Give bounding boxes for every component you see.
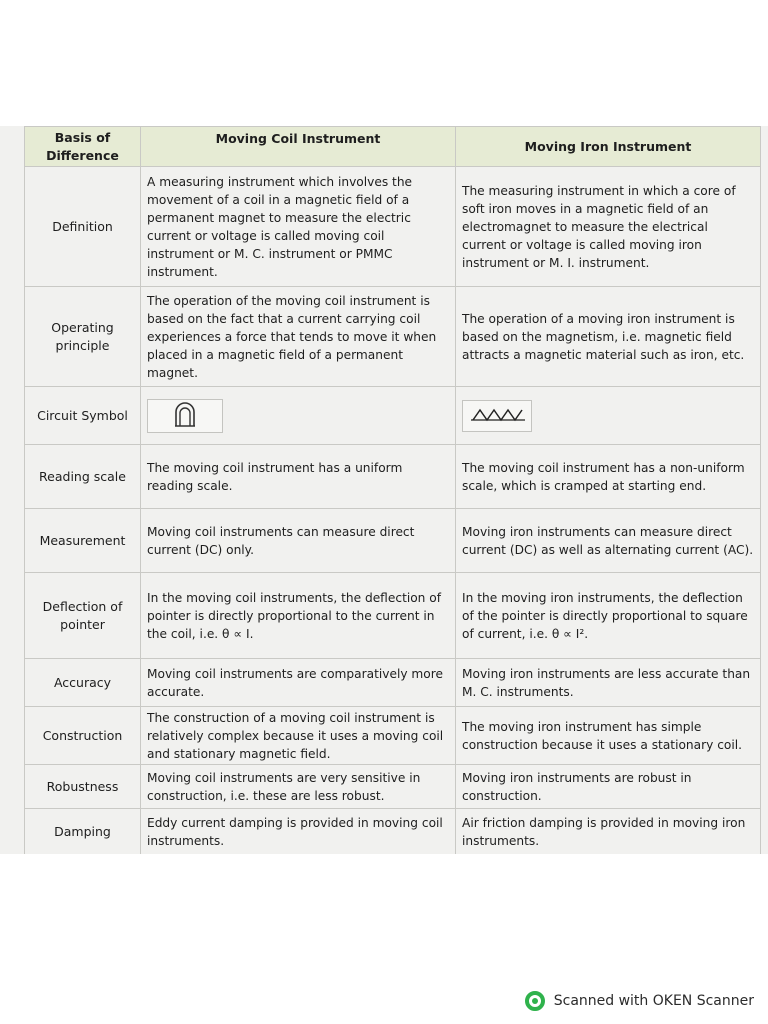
moving-coil-cell: In the moving coil instruments, the deflection of pointer is directly proportional to the current in the coil, i.e. θ ∝ I. bbox=[141, 573, 456, 659]
moving-coil-cell: Moving coil instruments can measure direct current (DC) only. bbox=[141, 509, 456, 573]
moving-coil-symbol-cell bbox=[141, 387, 456, 445]
header-moving-coil: Moving Coil Instrument bbox=[141, 127, 456, 167]
oken-logo-icon bbox=[524, 990, 546, 1012]
moving-iron-cell: The operation of a moving iron instrument is based on the magnetism, i.e. magnetic field attracts a magnetic material such as iron, etc. bbox=[456, 287, 761, 387]
moving-coil-cell: Moving coil instruments are very sensitive in construction, i.e. these are less robust. bbox=[141, 765, 456, 809]
moving-coil-cell: Moving coil instruments are comparatively more accurate. bbox=[141, 659, 456, 707]
row-label: Operating principle bbox=[25, 287, 141, 387]
table-row bbox=[25, 765, 761, 809]
moving-iron-cell: In the moving iron instruments, the deflection of the pointer is directly proportional to square of current, i.e. θ ∝ I². bbox=[456, 573, 761, 659]
header-moving-iron: Moving Iron Instrument bbox=[456, 127, 761, 167]
moving-iron-cell: Moving iron instruments can measure direct current (DC) as well as alternating current (AC). bbox=[456, 509, 761, 573]
table-header-row bbox=[25, 127, 761, 167]
scanner-text: Scanned with OKEN Scanner bbox=[553, 993, 754, 1009]
moving-coil-symbol-icon bbox=[147, 399, 223, 433]
moving-iron-cell: The moving iron instrument has simple construction because it uses a stationary coil. bbox=[456, 707, 761, 765]
row-label: Reading scale bbox=[25, 445, 141, 509]
table-row bbox=[25, 509, 761, 573]
row-label: Robustness bbox=[25, 765, 141, 809]
moving-iron-cell: Moving iron instruments are robust in construction. bbox=[456, 765, 761, 809]
moving-coil-cell: A measuring instrument which involves the movement of a coil in a magnetic field of a permanent magnet to measure the electric current or voltage is called moving coil instrument or M. C. instrument or PMMC instrument. bbox=[141, 167, 456, 287]
row-label: Measurement bbox=[25, 509, 141, 573]
table-row bbox=[25, 809, 761, 855]
moving-coil-cell: The construction of a moving coil instrument is relatively complex because it uses a moving coil and stationary magnetic field. bbox=[141, 707, 456, 765]
table-row bbox=[25, 387, 761, 445]
moving-iron-symbol-cell bbox=[456, 387, 761, 445]
moving-iron-symbol-icon bbox=[462, 400, 532, 432]
scanned-page bbox=[0, 126, 768, 854]
header-basis: Basis of Difference bbox=[25, 127, 141, 167]
table-row bbox=[25, 659, 761, 707]
row-label: Damping bbox=[25, 809, 141, 855]
moving-coil-cell: The operation of the moving coil instrument is based on the fact that a current carrying coil experiences a force that tends to move it when placed in a magnetic field of a permanent magnet. bbox=[141, 287, 456, 387]
moving-coil-cell: Eddy current damping is provided in moving coil instruments. bbox=[141, 809, 456, 855]
table-row bbox=[25, 707, 761, 765]
moving-iron-cell: Moving iron instruments are less accurate than M. C. instruments. bbox=[456, 659, 761, 707]
row-label: Circuit Symbol bbox=[25, 387, 141, 445]
row-label: Construction bbox=[25, 707, 141, 765]
moving-iron-cell: Air friction damping is provided in moving iron instruments. bbox=[456, 809, 761, 855]
moving-coil-cell: The moving coil instrument has a uniform reading scale. bbox=[141, 445, 456, 509]
comparison-table bbox=[24, 126, 761, 854]
moving-iron-cell: The measuring instrument in which a core of soft iron moves in a magnetic field of an electromagnet to measure the electrical current or voltage is called moving iron instrument or M. I. instrument. bbox=[456, 167, 761, 287]
table-row bbox=[25, 445, 761, 509]
moving-iron-cell: The moving coil instrument has a non-uniform scale, which is cramped at starting end. bbox=[456, 445, 761, 509]
table-row bbox=[25, 167, 761, 287]
scanner-watermark bbox=[524, 990, 754, 1012]
table-row bbox=[25, 573, 761, 659]
row-label: Deflection of pointer bbox=[25, 573, 141, 659]
row-label: Definition bbox=[25, 167, 141, 287]
row-label: Accuracy bbox=[25, 659, 141, 707]
table-row bbox=[25, 287, 761, 387]
